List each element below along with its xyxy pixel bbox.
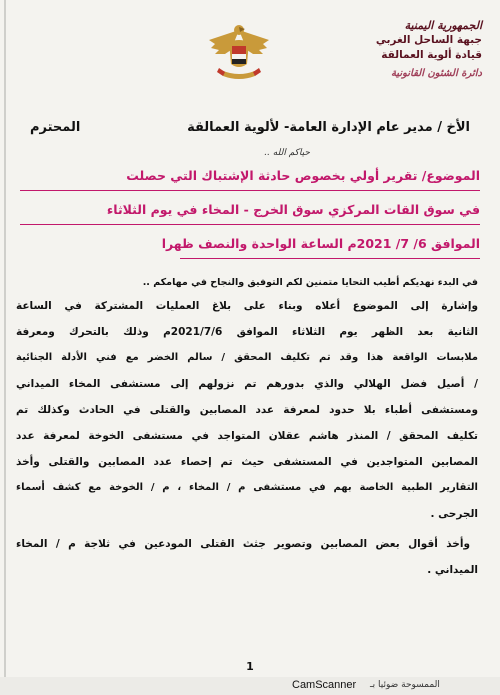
greeting: حياكم الله .. — [264, 148, 310, 158]
body-line-2: وإشارة إلى الموضوع أعلاه وبناء على بلاغ العمليات المشتركة في الساعة — [16, 300, 478, 312]
addressee-honorific: المحترم — [30, 120, 81, 135]
scanner-app-name: CamScanner — [292, 679, 357, 691]
body-line-5: / أصيل فضل الهلالي والذي بدورهم تم نزولهم إلى مستشفى المخاء الميداني — [16, 378, 478, 390]
subject-underline-1 — [20, 190, 480, 191]
letterhead-country: الجمهورية اليمنية — [404, 19, 482, 32]
letterhead-department: دائرة الشئون القانونية — [390, 68, 482, 79]
body-line-3: الثانية بعد الظهر يوم الثلاثاء الموافق 2021/7/6م وذلك بالتحرك ومعرفة — [16, 326, 478, 338]
body-line-1: في البدء نهديكم أطيب التحايا متمنين لكم التوفيق والنجاح في مهامكم .. — [142, 277, 478, 288]
subject-underline-3 — [180, 258, 480, 259]
eagle-emblem-icon — [205, 20, 273, 86]
subject-line-1: الموضوع/ تقرير أولي بخصوص حادثة الإشتباك التي حصلت — [126, 168, 480, 183]
addressee-text: الأخ / مدير عام الإدارة العامة- لألوية العمالقة — [187, 120, 470, 135]
body-line-6: ومستشفى أطباء بلا حدود لمعرفة عدد المصابين والقتلى في الحادث وكذلك تم — [16, 404, 478, 416]
scanner-label: الممسوحة ضوئيا بـ — [370, 680, 440, 690]
letterhead-front: جبهة الساحل الغربي — [375, 34, 482, 46]
body-line-11: وأخذ أقوال بعض المصابين وتصوير جثث القتلى المودعين في ثلاجة م / المخاء — [16, 538, 470, 550]
subject-underline-2 — [20, 224, 480, 225]
letterhead — [352, 18, 482, 81]
subject-line-2: في سوق القات المركزي سوق الخرج - المخاء في يوم الثلاثاء — [106, 202, 480, 217]
addressee-line — [30, 120, 470, 135]
body-line-10: الجرحى . — [430, 508, 478, 520]
page-number: 1 — [246, 660, 254, 673]
letterhead-command: قيادة ألوية العمالقة — [381, 49, 482, 61]
body-line-9: التقارير الطبية الخاصة بهم في مستشفى م / المخاء ، م / الخوخة مع كشف أسماء — [16, 482, 478, 493]
body-line-12: الميداني . — [427, 564, 478, 576]
subject-line-3: الموافق 6/ 7/ 2021م الساعة الواحدة والنصف ظهرا — [161, 236, 480, 251]
body-line-7: تكليف المحقق / المنذر هاشم عقلان المتواجد في مستشفى الخوخة لمعرفة عدد — [16, 430, 478, 442]
body-line-8: المصابين المتواجدين في المستشفى حيث تم إحصاء عدد المصابين والقتلى وأخذ — [16, 456, 478, 468]
body-line-4: ملابسات الواقعة هذا وقد تم تكليف المحقق / سالم الخضر مع فني الأدلة الجنائية — [16, 352, 478, 363]
